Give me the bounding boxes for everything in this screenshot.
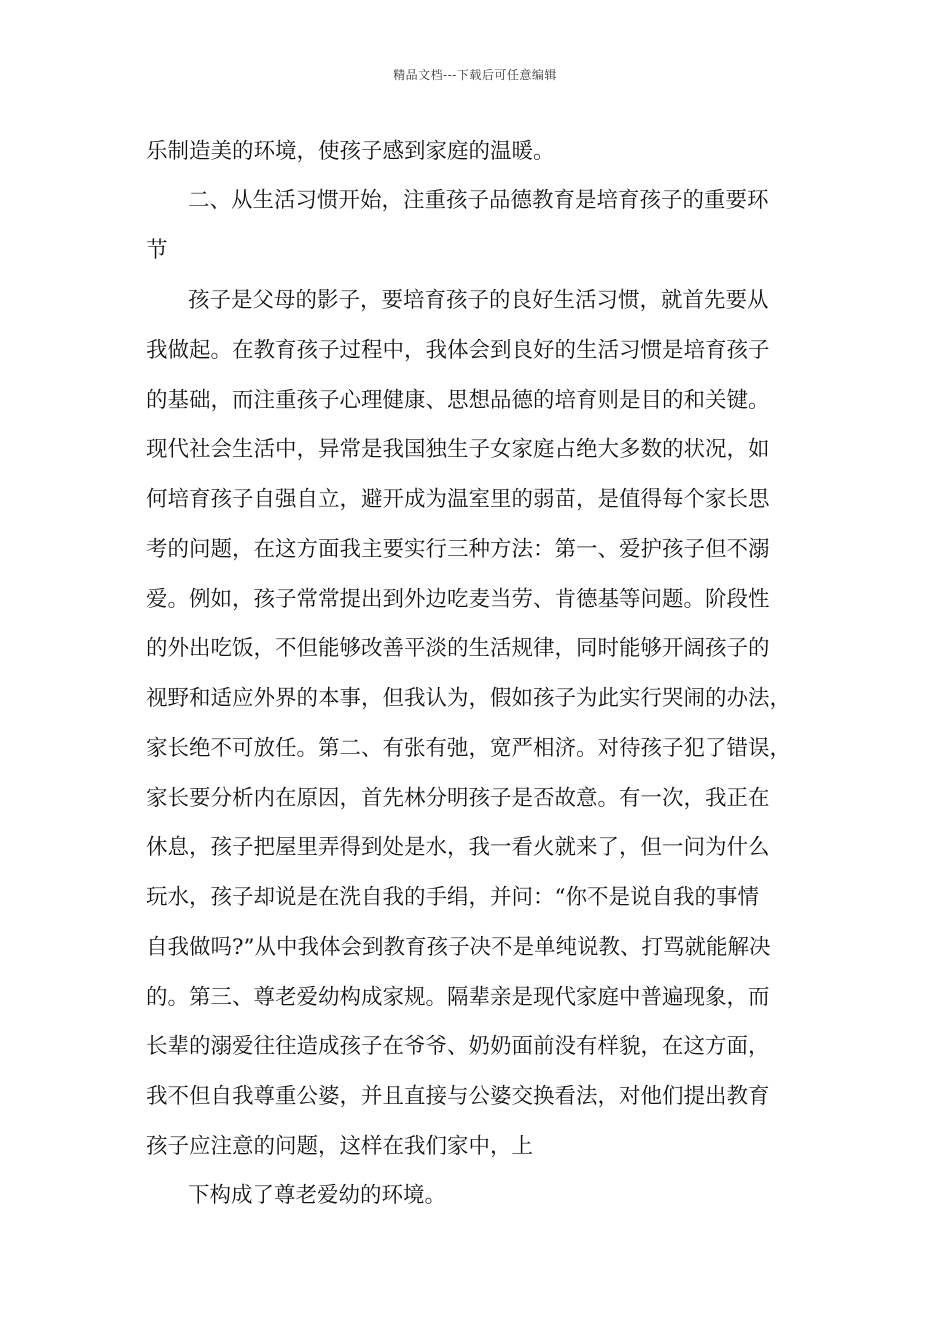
section-heading: 二、从生活习惯开始，注重孩子品德教育是培育孩子的重要环 xyxy=(188,188,769,213)
text-line: 视野和适应外界的本事，但我认为，假如孩子为此实行哭闹的办法， xyxy=(146,686,792,711)
text-line: 我不但自我尊重公婆，并且直接与公婆交换看法，对他们提出教育 xyxy=(146,1084,770,1109)
text-line: 的。第三、尊老爱幼构成家规。隔辈亲是现代家庭中普遍现象，而 xyxy=(146,985,770,1010)
text-line: 长辈的溺爱往往造成孩子在爷爷、奶奶面前没有样貌，在这方面， xyxy=(146,1034,770,1059)
text-line: 自我做吗?”从中我体会到教育孩子决不是单纯说教、打骂就能解决 xyxy=(146,935,771,960)
text-line: 何培育孩子自强自立，避开成为温室里的弱苗，是值得每个家长思 xyxy=(146,487,770,512)
text-line: 休息，孩子把屋里弄得到处是水，我一看火就来了，但一问为什么 xyxy=(146,835,770,860)
text-line: 孩子是父母的影子，要培育孩子的良好生活习惯，就首先要从 xyxy=(188,288,769,313)
text-line: 家长要分析内在原因，首先林分明孩子是否故意。有一次，我正在 xyxy=(146,786,770,811)
text-line: 考的问题，在这方面我主要实行三种方法：第一、爱护孩子但不溺 xyxy=(146,537,770,562)
text-line: 的基础，而注重孩子心理健康、思想品德的培育则是目的和关键。 xyxy=(146,388,770,413)
text-line: 孩子应注意的问题，这样在我们家中，上 xyxy=(146,1134,534,1159)
text-line: 我做起。在教育孩子过程中，我体会到良好的生活习惯是培育孩子 xyxy=(146,338,770,363)
text-line: 乐制造美的环境，使孩子感到家庭的温暖。 xyxy=(146,139,555,164)
text-line: 家长绝不可放任。第二、有张有弛，宽严相济。对待孩子犯了错误， xyxy=(146,736,792,761)
text-line: 爱。例如，孩子常常提出到外边吃麦当劳、肯德基等问题。阶段性 xyxy=(146,587,770,612)
text-line: 现代社会生活中，异常是我国独生子女家庭占绝大多数的状况，如 xyxy=(146,437,770,462)
text-line: 的外出吃饭，不但能够改善平淡的生活规律，同时能够开阔孩子的 xyxy=(146,636,770,661)
page-header: 精品文档---下载后可任意编辑 xyxy=(393,68,557,82)
text-line: 玩水，孩子却说是在洗自我的手绢，并问：“你不是说自我的事情 xyxy=(146,885,759,910)
section-heading-continued: 节 xyxy=(146,238,168,263)
paragraph-end-line: 下构成了尊老爱幼的环境。 xyxy=(188,1183,447,1208)
